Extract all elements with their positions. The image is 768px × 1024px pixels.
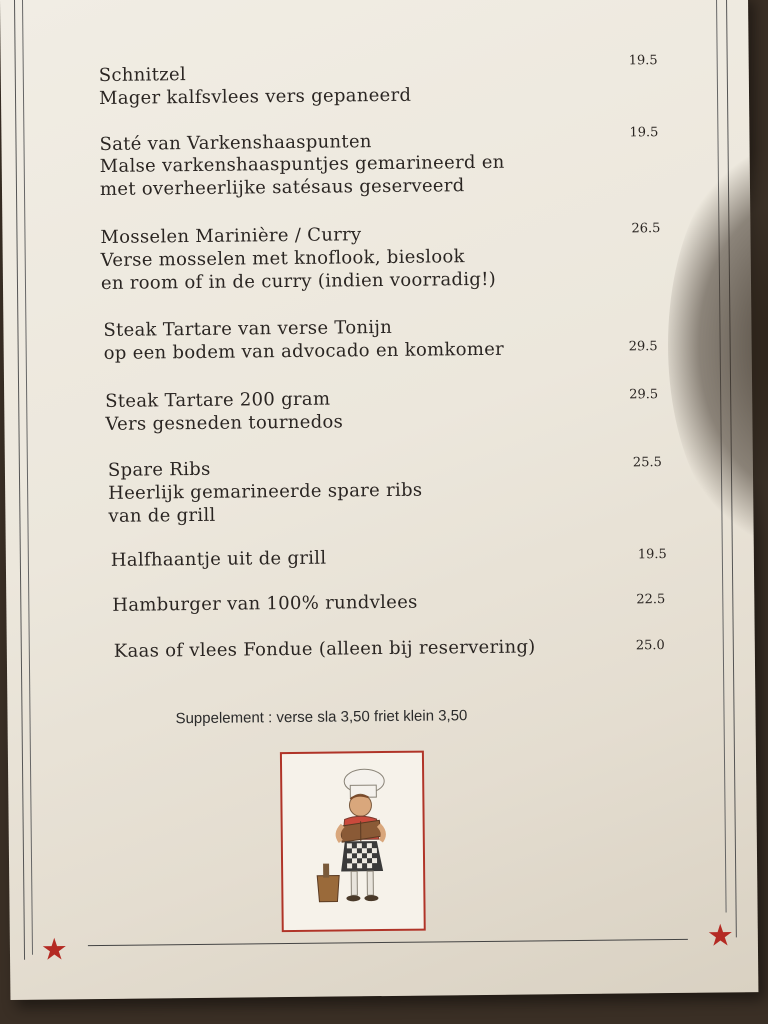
menu-item-price: 19.5 bbox=[629, 125, 659, 141]
menu-item-price: 19.5 bbox=[637, 547, 667, 563]
frame-line-right-inner bbox=[716, 0, 727, 912]
menu-item-name: Steak Tartare 200 gram bbox=[105, 388, 331, 412]
menu-item-name: Hamburger van 100% rundvlees bbox=[112, 591, 418, 616]
menu-item-name: Schnitzel bbox=[98, 64, 187, 86]
menu-item-price: 25.0 bbox=[635, 638, 665, 654]
menu-item-name: Spare Ribs bbox=[107, 458, 211, 481]
menu-item-desc: op een bodem van advocado en komkomer bbox=[103, 338, 505, 364]
menu-item-desc: van de grill bbox=[108, 504, 216, 527]
chef-reading-book-illustration-icon bbox=[282, 753, 424, 930]
menu-item-name: Kaas of vlees Fondue (alleen bij reservering) bbox=[113, 636, 536, 662]
menu-item-name: Mosselen Marinière / Curry bbox=[100, 224, 362, 248]
menu-item-name: Steak Tartare van verse Tonijn bbox=[103, 316, 393, 341]
chef-illustration bbox=[280, 751, 426, 932]
menu-item-price: 29.5 bbox=[629, 387, 659, 403]
menu-item-desc: en room of in de curry (indien voorradig!) bbox=[100, 268, 497, 294]
menu-item-price: 29.5 bbox=[628, 339, 658, 355]
menu-item-price: 25.5 bbox=[632, 455, 662, 471]
menu-item-name: Saté van Varkenshaaspunten bbox=[99, 131, 372, 155]
menu-item-desc: Verse mosselen met knoflook, bieslook bbox=[100, 246, 465, 271]
menu-item-desc: Vers gesneden tournedos bbox=[105, 411, 344, 435]
menu-item-price: 19.5 bbox=[628, 53, 658, 69]
menu-item-desc: Heerlijk gemarineerde spare ribs bbox=[108, 479, 423, 504]
frame-line-left-inner bbox=[22, 0, 33, 955]
menu-item-name: Halfhaantje uit de grill bbox=[110, 547, 327, 571]
star-icon: ★ bbox=[40, 932, 69, 968]
menu-item-desc: Malse varkenshaaspuntjes gemarineerd en bbox=[99, 151, 505, 177]
menu-item-price: 26.5 bbox=[631, 221, 661, 237]
bottom-divider bbox=[88, 939, 688, 946]
menu-item-desc: met overheerlijke satésaus geserveerd bbox=[99, 175, 465, 200]
menu-item-desc: Mager kalfsvlees vers gepaneerd bbox=[98, 84, 412, 109]
frame-line-right bbox=[726, 0, 737, 937]
menu-item-price: 22.5 bbox=[636, 592, 666, 608]
supplement-note: Suppelement : verse sla 3,50 friet klein 3,50 bbox=[175, 707, 468, 728]
star-icon: ★ bbox=[706, 918, 734, 954]
